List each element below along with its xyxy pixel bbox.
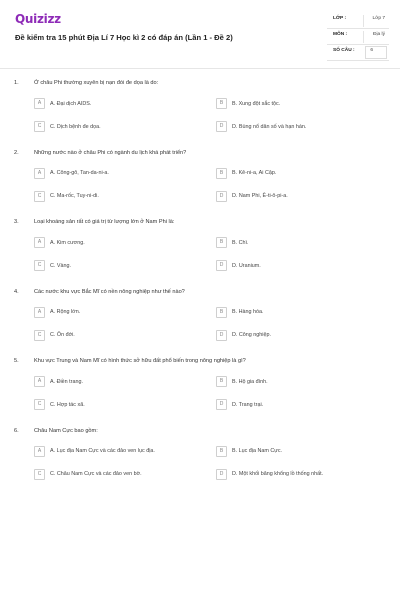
option-letter: D — [219, 123, 224, 129]
meta-row-class — [327, 13, 389, 29]
question-text: Các nước khu vực Bắc Mĩ có nền nông nghiệp như thế nào? — [34, 288, 185, 295]
answer-option-d[interactable] — [216, 399, 366, 410]
answer-option-a[interactable] — [34, 376, 184, 387]
option-text: D. Uranium. — [232, 262, 261, 269]
answer-option-d[interactable] — [216, 121, 366, 132]
meta-label-count: SỐ CÂU : — [333, 48, 355, 53]
answer-option-c[interactable] — [34, 191, 184, 202]
meta-value-count: 6 — [370, 48, 373, 53]
option-text: B. Kê-ni-a, Ai Cập. — [232, 170, 277, 176]
option-text: B. Chì. — [232, 239, 249, 246]
meta-row-count — [327, 45, 389, 61]
option-letter: C — [37, 331, 42, 338]
option-text: A. Điền trang. — [50, 378, 83, 385]
meta-separator — [363, 15, 364, 27]
question-block — [0, 289, 400, 359]
question-text: Loại khoáng sản rất có giá trị từ lượng lớn ở Nam Phi là: — [34, 219, 175, 225]
option-text: D. Công nghiệp. — [232, 332, 271, 338]
option-text: C. Ôn đới. — [50, 332, 75, 338]
answer-option-b[interactable] — [216, 98, 366, 109]
option-letter: D — [219, 401, 224, 407]
option-letter: C — [37, 470, 42, 477]
option-letter: A — [37, 308, 42, 315]
answer-option-b[interactable] — [216, 446, 366, 457]
option-text: C. Dịch bệnh đe dọa. — [50, 123, 101, 130]
answer-option-c[interactable] — [34, 399, 184, 410]
answer-option-a[interactable] — [34, 168, 184, 179]
question-block — [0, 428, 400, 498]
question-number: 5. — [14, 358, 19, 364]
page-header — [0, 0, 400, 68]
answer-option-c[interactable] — [34, 260, 184, 271]
answer-option-c[interactable] — [34, 469, 184, 480]
answer-option-b[interactable] — [216, 168, 366, 179]
meta-value-class: Lớp 7 — [372, 16, 385, 21]
meta-row-subject — [327, 29, 389, 45]
answer-option-b[interactable] — [216, 376, 366, 387]
option-text: B. Hàng hóa. — [232, 309, 264, 315]
option-letter: C — [37, 262, 42, 268]
option-letter: B — [219, 378, 224, 384]
option-text: C. Châu Nam Cực và các đảo ven bờ. — [50, 471, 142, 477]
answer-option-a[interactable] — [34, 307, 184, 318]
option-text: A. Công-gô, Tan-da-ni-a. — [50, 170, 109, 176]
answer-option-d[interactable] — [216, 469, 366, 480]
option-letter: B — [219, 169, 224, 176]
header-divider — [0, 68, 400, 69]
meta-label-class: LỚP : — [333, 16, 347, 21]
question-number: 1. — [14, 80, 19, 86]
option-letter: A — [37, 447, 42, 454]
option-letter: C — [37, 401, 42, 407]
option-text: D. Nam Phi, Ê-ti-ô-pi-a. — [232, 193, 288, 199]
option-letter: A — [37, 169, 42, 176]
meta-info-box — [327, 13, 389, 61]
answer-option-c[interactable] — [34, 121, 184, 132]
page-title: Đề kiểm tra 15 phút Địa Lí 7 Học kì 2 có đáp án (Lần 1 - Đề 2) — [15, 33, 233, 42]
answer-option-d[interactable] — [216, 260, 366, 271]
question-number: 2. — [14, 149, 19, 156]
option-text: D. Một khối băng khổng lồ thống nhất. — [232, 471, 324, 477]
answer-option-a[interactable] — [34, 98, 184, 109]
question-text: Những nước nào ở châu Phi có ngành du lịch khá phát triển? — [34, 149, 187, 156]
option-text: B. Hộ gia đình. — [232, 378, 268, 385]
option-text: C. Ma-rốc, Tuy-ni-di. — [50, 193, 99, 199]
option-text: A. Rộng lớn. — [50, 309, 81, 315]
question-number: 6. — [14, 427, 19, 434]
question-text: Khu vực Trung và Nam Mĩ có hình thức sở hữu đất phổ biến trong nông nghiệp là gì? — [34, 358, 246, 364]
option-letter: B — [219, 239, 224, 245]
meta-separator — [363, 31, 364, 43]
answer-option-c[interactable] — [34, 330, 184, 341]
option-letter: C — [37, 123, 42, 129]
meta-label-subject: MÔN : — [333, 32, 348, 37]
question-text: Ở châu Phi thường xuyên bị nạn đói đe dọa là do: — [34, 80, 159, 86]
option-text: A. Lục địa Nam Cực và các đảo ven lục địa. — [50, 448, 155, 454]
option-text: A. Kim cương. — [50, 239, 85, 246]
question-count-field — [365, 46, 387, 59]
question-block — [0, 150, 400, 220]
question-text: Châu Nam Cực bao gồm: — [34, 427, 98, 434]
option-text: C. Hợp tác xã. — [50, 401, 85, 408]
question-block — [0, 358, 400, 428]
answer-option-a[interactable] — [34, 237, 184, 248]
option-text: A. Đại dịch AIDS. — [50, 100, 92, 107]
option-letter: A — [37, 239, 42, 245]
option-letter: A — [37, 378, 42, 384]
option-letter: A — [37, 100, 42, 106]
option-text: B. Xung đột sắc tộc. — [232, 100, 281, 107]
option-letter: B — [219, 308, 224, 315]
question-block — [0, 80, 400, 150]
option-letter: D — [219, 262, 224, 268]
option-text: D. Trang trại. — [232, 401, 264, 408]
question-number: 3. — [14, 219, 19, 225]
answer-option-b[interactable] — [216, 307, 366, 318]
option-letter: B — [219, 100, 224, 106]
answer-option-d[interactable] — [216, 191, 366, 202]
option-text: D. Bùng nổ dân số và hạn hán. — [232, 123, 307, 130]
meta-value-subject: Địa lý — [373, 32, 385, 37]
option-letter: D — [219, 192, 224, 199]
quizizz-logo: Quizizz — [15, 12, 61, 26]
option-letter: D — [219, 470, 224, 477]
option-letter: D — [219, 331, 224, 338]
answer-option-a[interactable] — [34, 446, 184, 457]
question-number: 4. — [14, 288, 19, 295]
option-text: C. Vàng. — [50, 262, 71, 269]
answer-option-d[interactable] — [216, 330, 366, 341]
option-letter: C — [37, 192, 42, 199]
option-text: B. Lục địa Nam Cực. — [232, 448, 283, 454]
answer-option-b[interactable] — [216, 237, 366, 248]
option-letter: B — [219, 447, 224, 454]
question-block — [0, 219, 400, 289]
